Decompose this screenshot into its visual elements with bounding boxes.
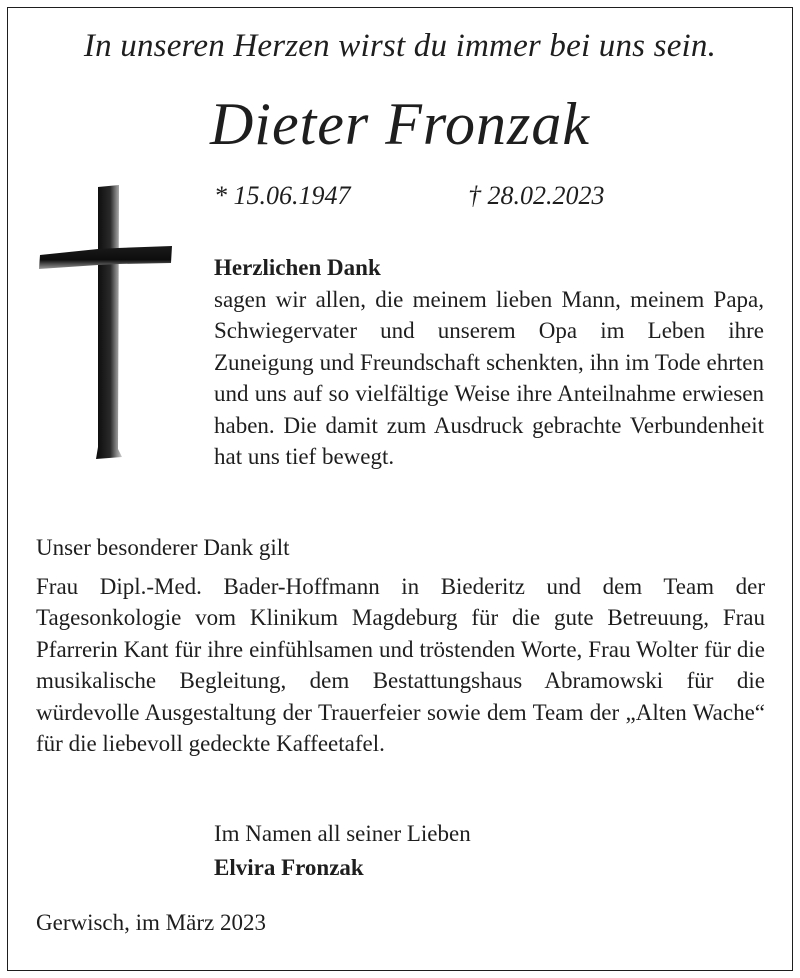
- signature-name: Elvira Fronzak: [214, 855, 364, 880]
- signature-intro: Im Namen all seiner Lieben: [214, 821, 471, 846]
- death-date: † 28.02.2023: [468, 181, 605, 210]
- cross-icon: [38, 185, 173, 460]
- thanks-text: sagen wir allen, die meinem lieben Mann, meinem Papa, Schwiegervater und unserem Opa im Leben ihre Zuneigung und Freundschaft schenkten, ihn im Tode ehrten und uns auf so vielfältige Weise ihre Anteilnahme erwiesen haben. Die damit zum Ausdruck gebrachte Verbundenheit hat uns tief bewegt.: [214, 286, 764, 469]
- deceased-name: Dieter Fronzak: [209, 91, 591, 157]
- thanks-heading: Herzlichen Dank: [214, 255, 381, 280]
- birth-date: * 15.06.1947: [214, 181, 351, 210]
- special-thanks-block: [36, 571, 765, 759]
- thanks-block: [214, 252, 764, 473]
- special-thanks-text: Frau Dipl.-Med. Bader-Hoffmann in Biederitz und dem Team der Tagesonkologie vom Klinikum Magdeburg für die gute Betreuung, Frau Pfarrerin Kant für ihre einfühlsamen und tröstenden Worte, Frau Wolter für die musikalische Begleitung, dem Bestattungshaus Abramowski für die würdevolle Ausgestaltung der Trauerfeier sowie dem Team der „Alten Wache“ für die liebevoll gedeckte Kaffeetafel.: [36, 574, 765, 757]
- special-thanks-intro: Unser besonderer Dank gilt: [36, 535, 290, 560]
- place-date: Gerwisch, im März 2023: [36, 910, 266, 935]
- motto: In unseren Herzen wirst du immer bei uns sein.: [83, 28, 717, 64]
